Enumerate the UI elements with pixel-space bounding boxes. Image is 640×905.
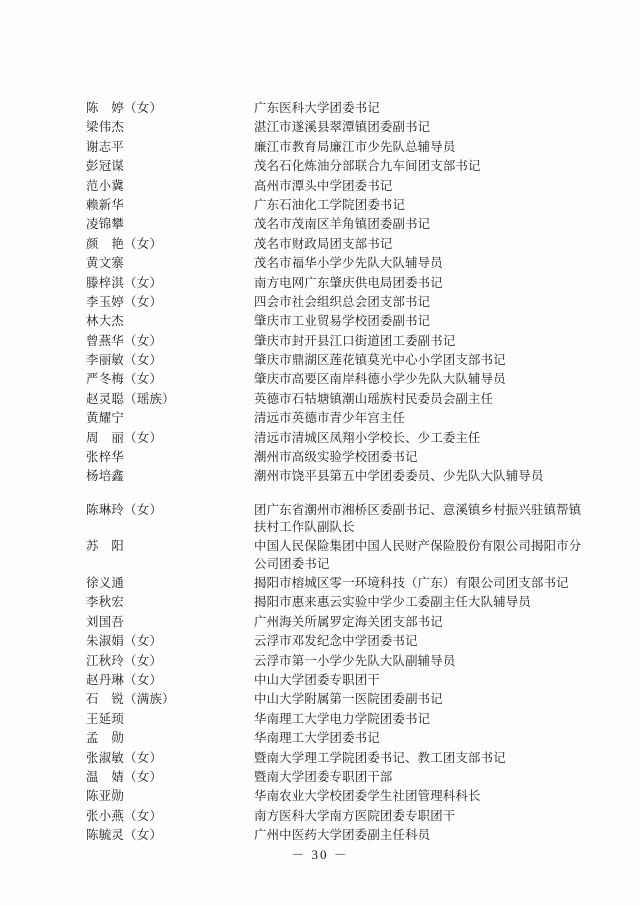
person-name: 陈 婷（女） — [86, 101, 163, 115]
person-name: 范小冀 — [86, 178, 125, 193]
person-name: 梁伟杰 — [86, 120, 125, 135]
list-item — [86, 827, 586, 844]
person-name: 凌锦攀 — [86, 217, 125, 232]
person-name: 张梓华 — [86, 450, 125, 465]
list-item — [86, 730, 586, 747]
person-name: 苏 阳 — [86, 539, 125, 554]
person-title: 茂名市财政局团支部书记 — [254, 236, 393, 251]
person-name: 黄耀宁 — [86, 411, 125, 426]
list-item — [86, 119, 586, 136]
person-name: 赵丹琳（女） — [86, 672, 163, 687]
list-item — [86, 216, 586, 233]
list-item — [86, 313, 586, 330]
person-name: 严冬梅（女） — [86, 372, 163, 387]
person-title: 华南理工大学电力学院团委书记 — [254, 711, 431, 726]
person-title: 中山大学团委专职团干 — [254, 672, 380, 687]
list-item — [86, 178, 586, 195]
person-name: 彭冠谋 — [86, 159, 125, 174]
person-title: 肇庆市鼎湖区莲花镇莫光中心小学团支部书记 — [254, 353, 506, 368]
list-item — [86, 711, 586, 728]
person-name: 颜 艳（女） — [86, 236, 163, 251]
list-item — [86, 808, 586, 825]
list-item — [86, 430, 586, 447]
person-name: 张淑敏（女） — [86, 750, 163, 765]
person-name: 谢志平 — [86, 139, 125, 154]
name-list-body — [86, 100, 586, 846]
person-title: 南方医科大学南方医院团委专职团干 — [254, 808, 456, 823]
page-footer — [0, 844, 640, 863]
person-name: 李玉婷（女） — [86, 294, 163, 309]
person-name: 江秋玲（女） — [86, 653, 163, 668]
person-title: 潮州市饶平县第五中学团委委员、少先队大队辅导员 — [254, 469, 544, 484]
person-name: 杨培鑫 — [86, 469, 125, 484]
person-title: 团广东省潮州市湘桥区委副书记、意溪镇乡村振兴驻镇帮镇扶村工作队副队长 — [254, 502, 582, 535]
person-title: 茂名市福华小学少先队大队辅导员 — [254, 256, 443, 271]
list-item — [86, 275, 586, 292]
list-item — [86, 236, 586, 253]
person-title: 华南农业大学校团委学生社团管理科科长 — [254, 789, 481, 804]
list-item — [86, 333, 586, 350]
person-title: 广州海关所属罗定海关团支部书记 — [254, 614, 443, 629]
entry-group-first — [86, 100, 586, 486]
person-name: 陈亚勋 — [86, 789, 125, 804]
list-item — [86, 672, 586, 689]
person-title: 南方电网广东肇庆供电局团委书记 — [254, 275, 443, 290]
list-item — [86, 633, 586, 650]
list-item — [86, 100, 586, 117]
person-title: 高州市潭头中学团委书记 — [254, 178, 393, 193]
person-title: 湛江市遂溪县翠潭镇团委副书记 — [254, 120, 431, 135]
list-item — [86, 575, 586, 592]
person-title: 肇庆市工业贸易学校团委副书记 — [254, 314, 431, 329]
person-name: 陈毓灵（女） — [86, 828, 163, 843]
person-name: 曾燕华（女） — [86, 333, 163, 348]
page-number: － 30 － — [291, 847, 349, 862]
person-name: 石 锐（满族） — [86, 692, 175, 707]
person-name: 温 婧（女） — [86, 769, 163, 784]
person-name: 李秋宏 — [86, 595, 125, 610]
person-title: 茂名市茂南区羊角镇团委副书记 — [254, 217, 431, 232]
person-title: 清远市英德市青少年宫主任 — [254, 411, 406, 426]
list-item — [86, 449, 586, 466]
person-title: 中山大学附属第一医院团委副书记 — [254, 692, 443, 707]
person-title: 云浮市邓发纪念中学团委书记 — [254, 634, 418, 649]
list-item — [86, 294, 586, 311]
list-item — [86, 158, 586, 175]
list-item — [86, 371, 586, 388]
person-title: 中国人民保险集团中国人民财产保险股份有限公司揭阳市分公司团委书记 — [254, 539, 582, 571]
person-name: 滕梓淇（女） — [86, 275, 163, 290]
list-item — [86, 352, 586, 369]
person-name: 赵灵聪（瑶族） — [86, 391, 175, 406]
list-item — [86, 468, 586, 485]
person-title: 广州中医药大学团委副主任科员 — [254, 828, 431, 843]
person-title: 云浮市第一小学少先队大队副辅导员 — [254, 653, 456, 668]
person-name: 陈琳玲（女） — [86, 502, 163, 517]
person-title: 揭阳市惠来惠云实验中学少工委副主任大队辅导员 — [254, 595, 531, 610]
person-title: 潮州市高级实验学校团委书记 — [254, 450, 418, 465]
person-title: 肇庆市高要区南岸科德小学少先队大队辅导员 — [254, 372, 506, 387]
person-title: 肇庆市封开县江口街道团工委副书记 — [254, 333, 456, 348]
person-name: 林大杰 — [86, 314, 125, 329]
person-name: 赖新华 — [86, 197, 125, 212]
list-item — [86, 614, 586, 631]
list-item — [86, 391, 586, 408]
list-item — [86, 788, 586, 805]
person-title: 暨南大学理工学院团委书记、教工团支部书记 — [254, 750, 506, 765]
person-name: 徐义通 — [86, 576, 125, 590]
person-name: 刘国吾 — [86, 614, 125, 629]
paragraph-gap — [86, 488, 586, 502]
person-title: 四会市社会组织总会团支部书记 — [254, 294, 431, 309]
person-title: 广东石油化工学院团委书记 — [254, 197, 406, 212]
person-name: 黄文寨 — [86, 256, 125, 271]
list-item — [86, 139, 586, 156]
person-title: 广东医科大学团委书记 — [254, 101, 380, 115]
person-name: 周 丽（女） — [86, 430, 163, 445]
list-item — [86, 502, 586, 536]
person-title: 清远市清城区凤翔小学校长、少工委主任 — [254, 430, 481, 445]
list-item — [86, 769, 586, 786]
person-title: 华南理工大学团委书记 — [254, 731, 380, 746]
person-name: 李丽敏（女） — [86, 353, 163, 368]
person-name: 朱淑娟（女） — [86, 634, 163, 649]
person-title: 廉江市教育局廉江市少先队总辅导员 — [254, 139, 456, 154]
list-item — [86, 691, 586, 708]
list-item — [86, 410, 586, 427]
person-name: 张小燕（女） — [86, 808, 163, 823]
list-item — [86, 653, 586, 670]
list-item — [86, 255, 586, 272]
list-item — [86, 594, 586, 611]
person-name: 孟 勋 — [86, 731, 125, 746]
person-title: 英德市石牯塘镇潮山瑶族村民委员会副主任 — [254, 391, 494, 406]
person-title: 揭阳市榕城区零一环境科技（广东）有限公司团支部书记 — [254, 576, 569, 590]
person-title: 暨南大学团委专职团干部 — [254, 769, 393, 784]
list-item — [86, 538, 586, 572]
entry-group-second — [86, 502, 586, 844]
list-item — [86, 750, 586, 767]
person-name: 王延顼 — [86, 711, 125, 726]
list-item — [86, 197, 586, 214]
person-title: 茂名石化炼油分部联合九车间团支部书记 — [254, 159, 481, 174]
